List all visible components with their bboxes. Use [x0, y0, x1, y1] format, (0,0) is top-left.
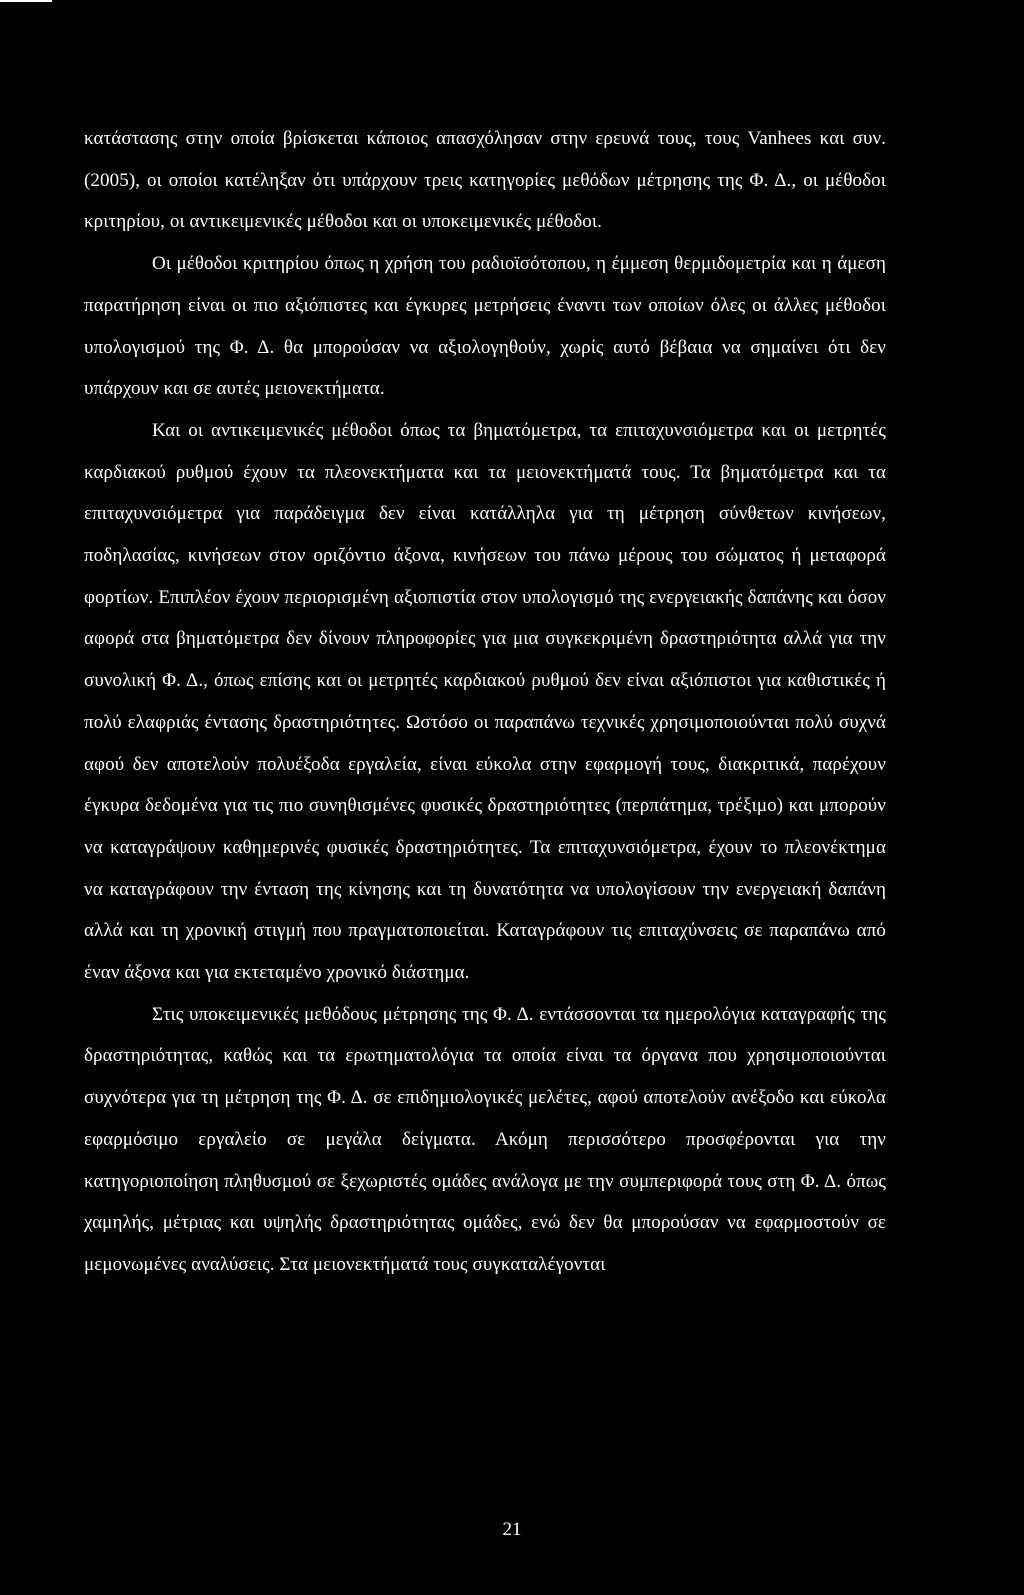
paragraph-subjective-methods: Στις υποκειμενικές μεθόδους μέτρησης της Φ. Δ. εντάσσονται τα ημερολόγια καταγραφής της δραστηριότητας, καθώς και τα ερωτηματολόγια τα οποία είναι τα όργανα που χρησιμοποιούνται συχνότερα για τη μέτρηση της Φ. Δ. σε επιδημιολογικές μελέτες, αφού αποτελούν ανέξοδο και εύκολα εφαρμόσιμο εργαλείο σε μεγάλα δείγματα. Ακόμη περισσότερο προσφέρονται για την κατηγοριοποίηση πληθυσμού σε ξεχωριστές ομάδες ανάλογα με την συμπεριφορά τους στη Φ. Δ. όπως χαμηλής, μέτριας και υψηλής δραστηριότητας ομάδες, ενώ δεν θα μπορούσαν να εφαρμοστούν σε μεμονωμένες αναλύσεις. Στα μειονεκτήματά τους συγκαταλέγονται: [84, 1003, 886, 1275]
paragraph-objective-methods: Και οι αντικειμενικές μέθοδοι όπως τα βηματόμετρα, τα επιταχυνσιόμετρα και οι μετρητές καρδιακού ρυθμού έχουν τα πλεονεκτήματα και τα μειονεκτήματά τους. Τα βηματόμετρα και τα επιταχυνσιόμετρα για παράδειγμα δεν είναι κατάλληλα για τη μέτρηση σύνθετων κινήσεων, ποδηλασίας, κινήσεων στον οριζόντιο άξονα, κινήσεων του πάνω μέρους του σώματος ή μεταφορά φορτίων. Επιπλέον έχουν περιορισμένη αξιοπιστία στον υπολογισμό της ενεργειακής δαπάνης και όσον αφορά στα βηματόμετρα δεν δίνουν πληροφορίες για μια συγκεκριμένη δραστηριότητα αλλά για την συνολική Φ. Δ., όπως επίσης και οι μετρητές καρδιακού ρυθμού δεν είναι αξιόπιστοι για καθιστικές ή πολύ ελαφριάς έντασης δραστηριότητες. Ωστόσο οι παραπάνω τεχνικές χρησιμοποιούνται πολύ συχνά αφού δεν αποτελούν πολυέξοδα εργαλεία, είναι εύκολα στην εφαρμογή τους, διακριτικά, παρέχουν έγκυρα δεδομένα για τις πιο συνηθισμένες φυσικές δραστηριότητες (περπάτημα, τρέξιμο) και μπορούν να καταγράψουν καθημερινές φυσικές δραστηριότητες. Τα επιταχυνσιόμετρα, έχουν το πλεονέκτημα να καταγράφουν την ένταση της κίνησης και τη δυνατότητα να υπολογίσουν την ενεργειακή δαπάνη αλλά και τη χρονική στιγμή που πραγματοποιείται. Καταγράφουν τις επιταχύνσεις σε παραπάνω από έναν άξονα και για εκτεταμένο χρονικό διάστημα.: [84, 419, 886, 984]
document-body: [84, 118, 886, 1286]
scan-edge-mark: [0, 0, 52, 2]
paragraph-criterion-methods: Οι μέθοδοι κριτηρίου όπως η χρήση του ραδιοϊσότοπου, η έμμεση θερμιδομετρία και η άμεση παρατήρηση είναι οι πιο αξιόπιστες και έγκυρες μετρήσεις έναντι των οποίων όλες οι άλλες μέθοδοι υπολογισμού της Φ. Δ. θα μπορούσαν να αξιολογηθούν, χωρίς αυτό βέβαια να σημαίνει ότι δεν υπάρχουν και σε αυτές μειονεκτήματα.: [84, 253, 886, 400]
paragraph-continued: κατάστασης στην οποία βρίσκεται κάποιος απασχόλησαν στην ερευνά τους, τους Vanhees και συν. (2005), οι οποίοι κατέληξαν ότι υπάρχουν τρεις κατηγορίες μεθόδων μέτρησης της Φ. Δ., οι μέθοδοι κριτηρίου, οι αντικειμενικές μέθοδοι και οι υποκειμενικές μέθοδοι.: [84, 128, 886, 233]
page-number: 21: [502, 1519, 522, 1540]
